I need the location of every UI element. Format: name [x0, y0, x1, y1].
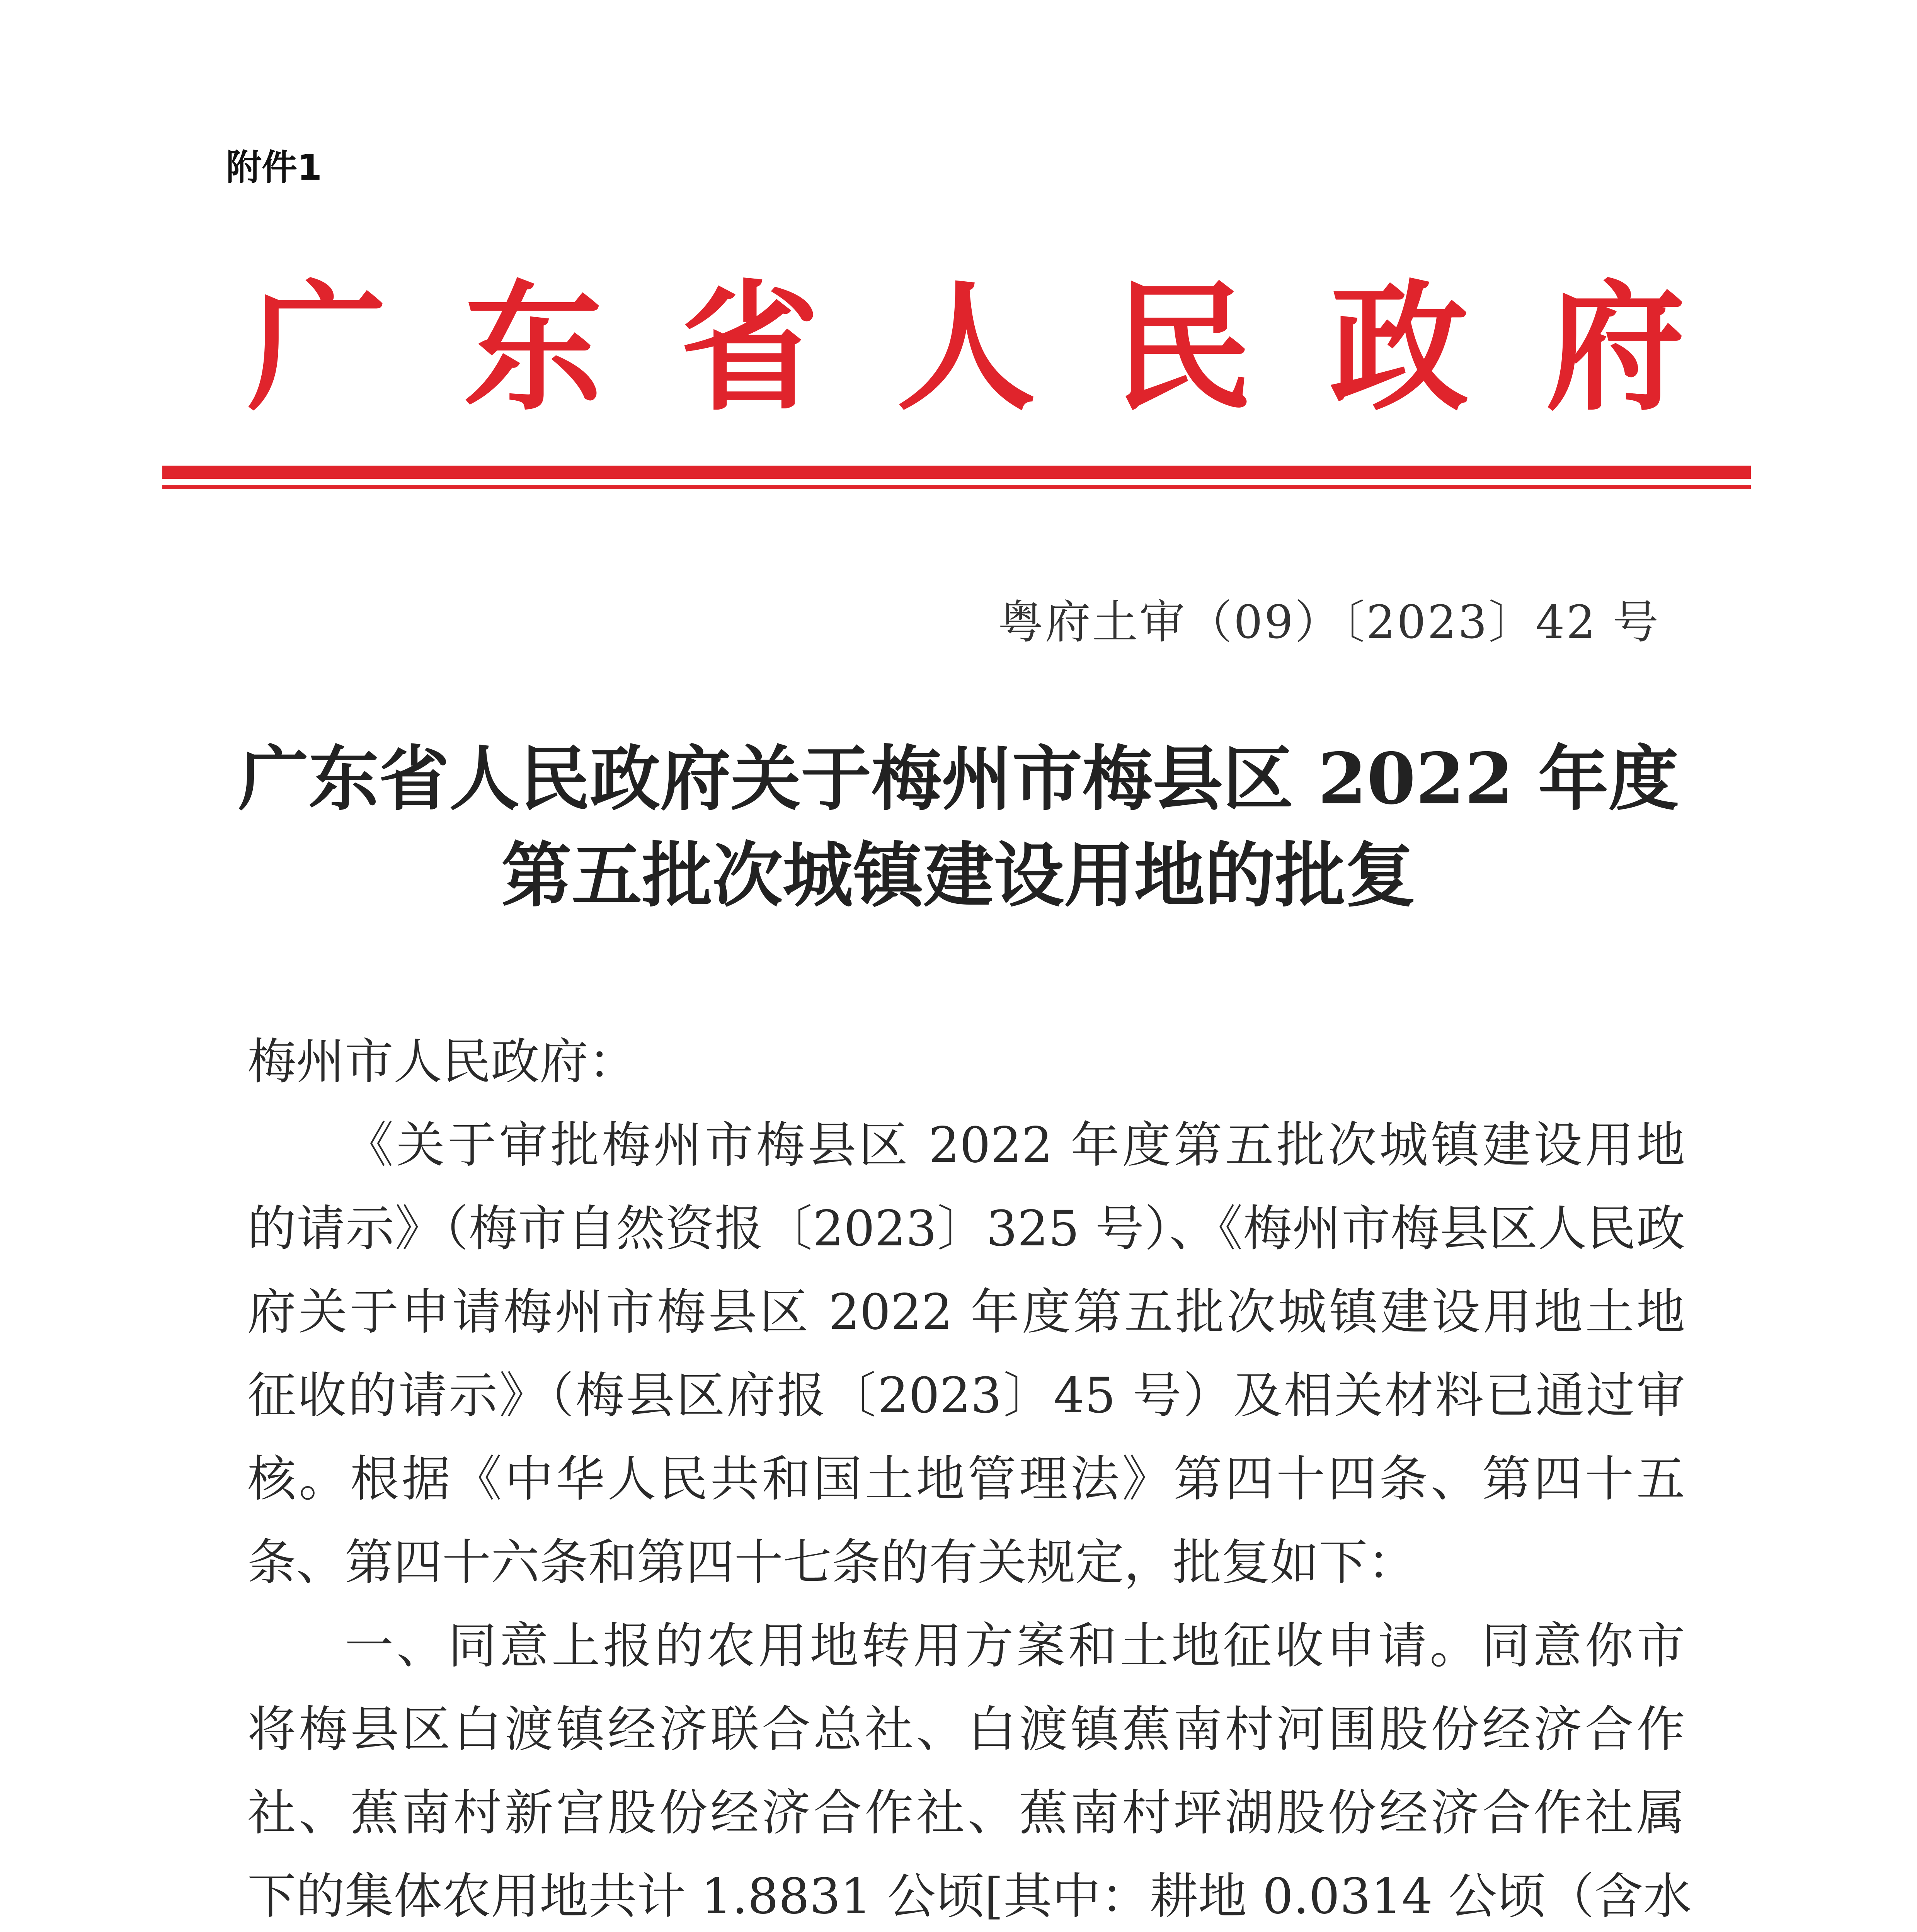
document-title [182, 730, 1735, 923]
masthead-red-rule [162, 466, 1751, 479]
document-number: 粤府土审（09）〔2023〕42 号 [998, 595, 1660, 649]
body-line: 下的集体农用地共计 1.8831 公顷[其中：耕地 0.0314 公顷（含水 [247, 1868, 1692, 1925]
body-line: 核。根据《中华人民共和国土地管理法》第四十四条、第四十五 [247, 1451, 1685, 1507]
body-line: 征收的请示》（梅县区府报〔2023〕45 号）及相关材料已通过审 [247, 1367, 1685, 1424]
title-line-1: 广东省人民政府关于梅州市梅县区 2022 年度 [238, 737, 1679, 820]
masthead-char: 东 [464, 266, 603, 429]
masthead-char: 民 [1113, 266, 1252, 429]
body-line: 府关于申请梅州市梅县区 2022 年度第五批次城镇建设用地土地 [247, 1284, 1685, 1340]
masthead-char: 政 [1330, 266, 1469, 429]
salutation: 梅州市人民政府： [247, 1033, 637, 1090]
masthead-char: 广 [247, 266, 386, 429]
attachment-label: 附件1 [226, 147, 322, 188]
masthead-red-rule-thin [162, 485, 1751, 489]
body-line: 将梅县区白渡镇经济联合总社、白渡镇蕉南村河围股份经济合作 [247, 1701, 1685, 1758]
body-line: 一、同意上报的农用地转用方案和土地征收申请。同意你市 [345, 1617, 1685, 1674]
masthead-issuer [247, 266, 1685, 429]
body-line: 的请示》（梅市自然资报〔2023〕325 号）、《梅州市梅县区人民政 [247, 1200, 1685, 1257]
masthead-char: 人 [897, 266, 1036, 429]
body-line: 《关于审批梅州市梅县区 2022 年度第五批次城镇建设用地 [345, 1117, 1685, 1173]
masthead-char: 省 [680, 266, 819, 429]
body-line: 条、第四十六条和第四十七条的有关规定，批复如下： [247, 1534, 1416, 1591]
title-line-2: 第五批次城镇建设用地的批复 [501, 834, 1416, 917]
body-line: 社、蕉南村新宫股份经济合作社、蕉南村坪湖股份经济合作社属 [247, 1784, 1685, 1841]
masthead-char: 府 [1546, 266, 1685, 429]
document-body [247, 1020, 1692, 1932]
